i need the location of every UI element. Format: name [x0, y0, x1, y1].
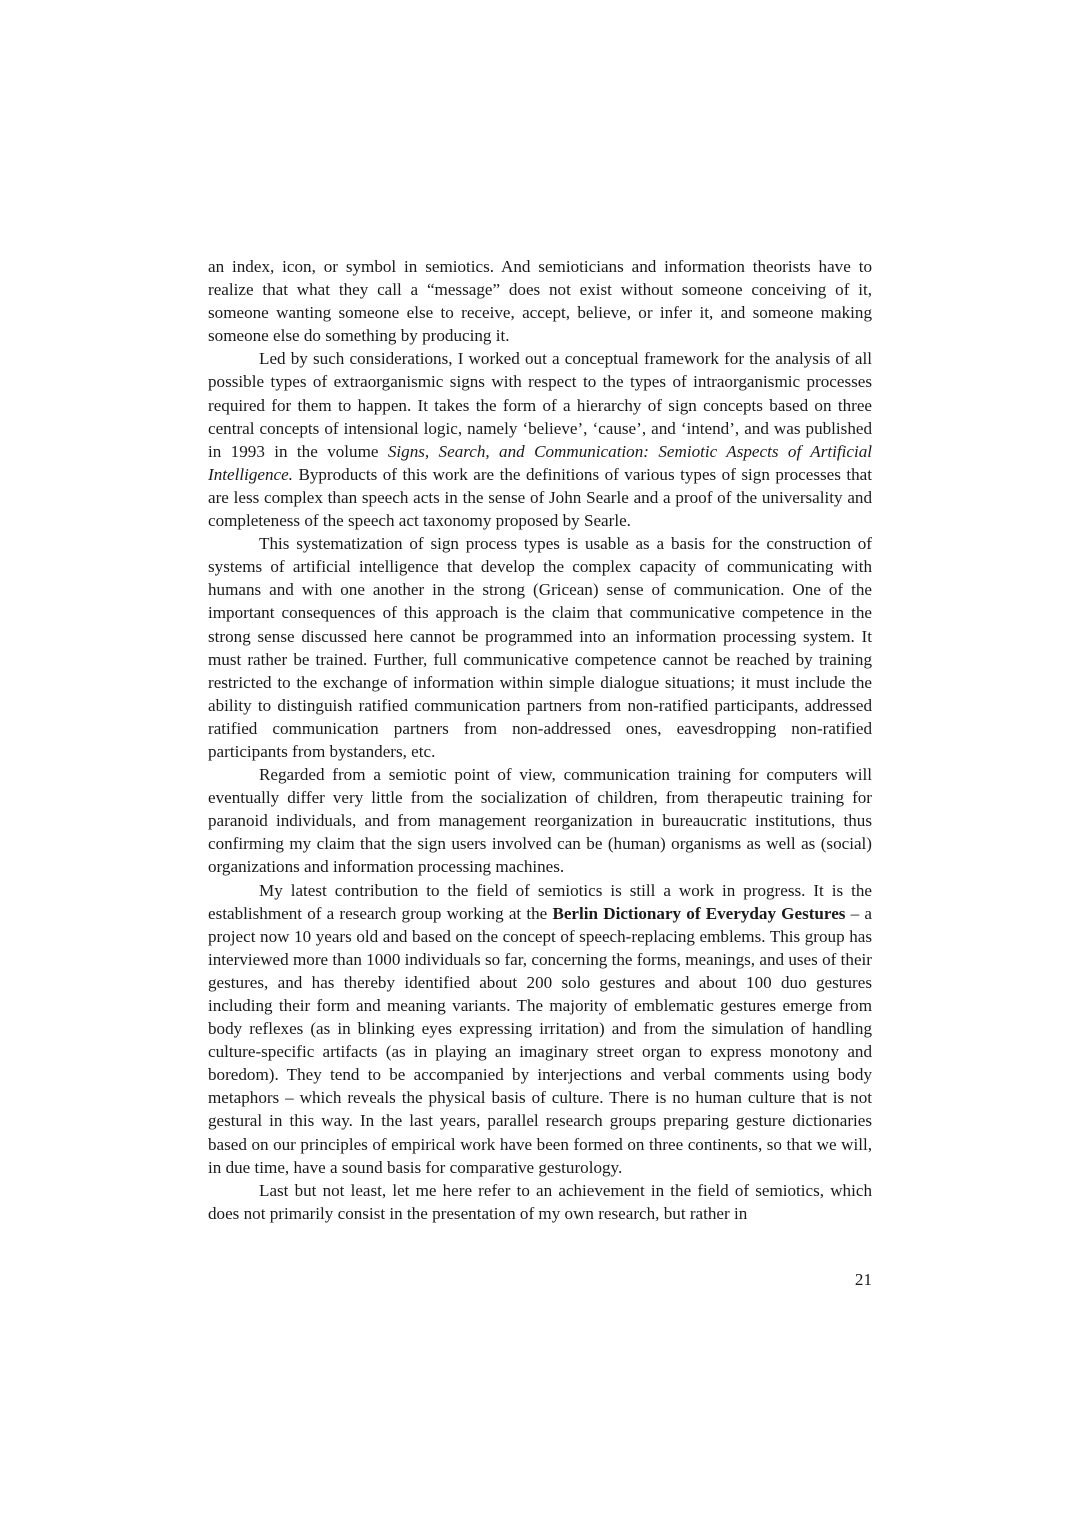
paragraph-4-text: Regarded from a semiotic point of view, communication training for computers will eventually differ very little from the socialization of children, from therapeutic training for paranoid individuals, and from management reorganization in bureaucratic institutions, thus confirming my claim that the sign users involved can be (human) organisms as well as (social) organizations and information processing machines. — [208, 765, 872, 877]
paragraph-5-text: My latest contribution to the field of semiotics is still a work in progress. It is the establishment of a research group working at the — [208, 880, 872, 923]
paragraph-3 — [208, 532, 872, 763]
book-title-italic: Signs, Search, and Communication: Semiotic Aspects of Artificial Intelligence. — [208, 441, 872, 484]
paragraph-4 — [208, 763, 872, 878]
paragraph-2-text: Led by such considerations, I worked out a conceptual framework for the analysis of all possible types of extraorganismic signs with respect to the types of intraorganismic processes required for them to happen. It takes the form of a hierarchy of sign concepts based on three central concepts of intensional logic, namely ‘believe’, ‘cause’, and ‘intend’, and was published in 1993 in the volume — [208, 349, 872, 461]
project-name-bold: Berlin Dictionary of Everyday Gestures — [552, 903, 846, 923]
page-number: 21 — [854, 1270, 872, 1289]
paragraph-2-text-cont: Byproducts of this work are the definitions of various types of sign processes that are less complex than speech acts in the sense of John Searle and a proof of the universality and completeness of the speech act taxonomy proposed by Searle. — [208, 464, 872, 531]
paragraph-6-text: Last but not least, let me here refer to an achievement in the field of semiotics, which does not primarily consist in the presentation of my own research, but rather in — [208, 1180, 872, 1223]
paragraph-5 — [208, 879, 872, 1179]
paragraph-6 — [208, 1179, 872, 1225]
paragraph-2 — [208, 347, 872, 532]
paragraph-1 — [208, 255, 872, 347]
body-text — [208, 255, 872, 1225]
paragraph-3-text: This systematization of sign process types is usable as a basis for the construction of systems of artificial intelligence that develop the complex capacity of communicating with humans and with one another in the strong (Gricean) sense of communication. One of the important consequences of this approach is the claim that communicative competence in the strong sense discussed here cannot be programmed into an information processing system. It must rather be trained. Further, full communicative competence cannot be reached by training restricted to the exchange of information within simple dialogue situations; it must include the ability to distinguish ratified communication partners from non-ratified participants, addressed ratified communication partners from non-addressed ones, eavesdropping non-ratified participants from bystanders, etc. — [208, 534, 872, 761]
paragraph-5-text-cont: – a project now 10 years old and based on the concept of speech-replacing emblems. This group has interviewed more than 1000 individuals so far, concerning the forms, meanings, and uses of their gestures, and has thereby identified about 200 solo gestures and about 100 duo gestures including their form and meaning variants. The majority of emblematic gestures emerge from body reflexes (as in blinking eyes expressing irritation) and from the simulation of handling culture-specific artifacts (as in playing an imaginary street organ to express monotony and boredom). They tend to be accompanied by interjections and verbal comments using body metaphors – which reveals the physical basis of culture. There is no human culture that is not gestural in this way. In the last years, parallel research groups preparing gesture dictionaries based on our principles of empirical work have been formed on three continents, so that we will, in due time, have a sound basis for comparative gesturology. — [208, 903, 872, 1177]
paragraph-1-text: an index, icon, or symbol in semiotics. And semioticians and information theorists have to realize that what they call a “message” does not exist without someone conceiving of it, someone wanting someone else to receive, accept, believe, or infer it, and someone making someone else do something by producing it. — [208, 257, 872, 346]
